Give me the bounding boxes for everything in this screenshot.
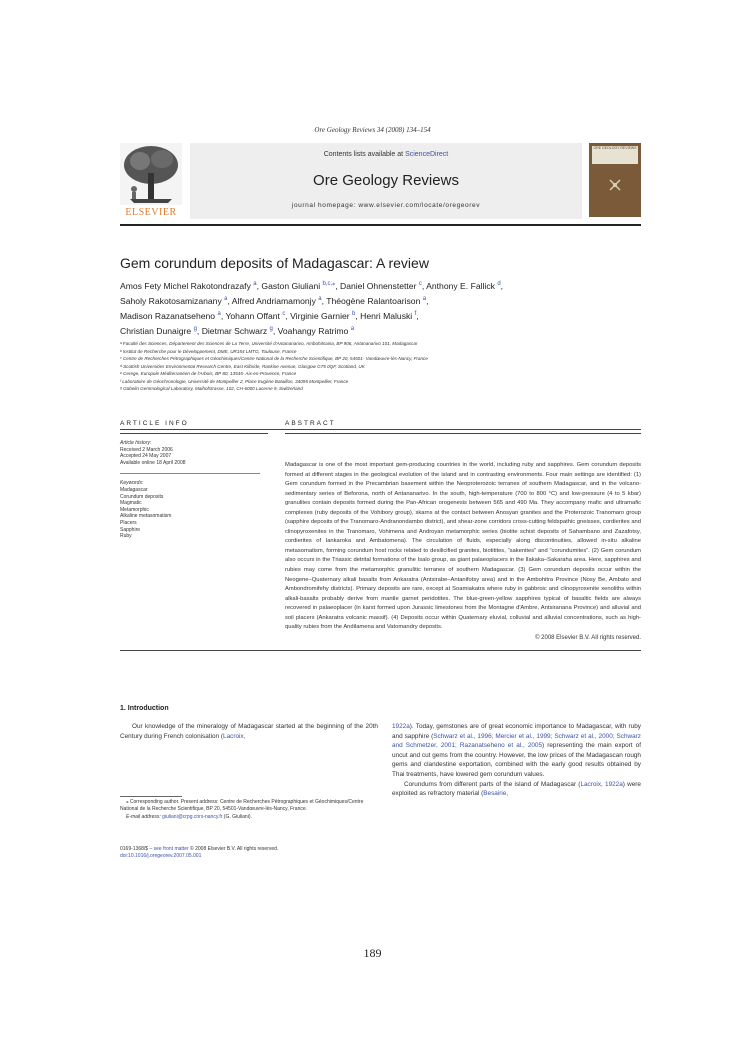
author-separator: , bbox=[500, 280, 504, 291]
issn-suffix: © 2008 Elsevier B.V. All rights reserved. bbox=[188, 846, 279, 852]
journal-title: Ore Geology Reviews bbox=[313, 172, 459, 189]
sciencedirect-link[interactable]: ScienceDirect bbox=[405, 151, 449, 158]
author-affiliation-marker[interactable]: g bbox=[269, 325, 273, 332]
keywords-label: Keywords: bbox=[120, 480, 144, 487]
author-affiliation-marker[interactable]: f bbox=[414, 310, 417, 317]
history-label: Article history: bbox=[120, 440, 152, 446]
author-affiliation-marker[interactable]: a bbox=[318, 295, 322, 302]
abstract-heading: ABSTRACT bbox=[285, 420, 336, 427]
author-affiliation-marker[interactable]: b,c,⁎ bbox=[322, 281, 336, 287]
keyword: Metamorphic bbox=[120, 506, 149, 513]
affiliation: ᵉ Cerege, Europole Méditerranéen de l'Arbois, BP 80, 13545- Aix-en-Provence, France bbox=[120, 371, 297, 376]
author-name: Yohann Offant bbox=[225, 310, 283, 321]
article-info bbox=[120, 440, 260, 540]
header-divider bbox=[120, 429, 641, 430]
affiliation-list bbox=[120, 340, 641, 393]
author-affiliation-marker[interactable]: c bbox=[282, 310, 286, 317]
doi-link[interactable]: doi:10.1016/j.oregeorev.2007.05.001 bbox=[120, 853, 202, 860]
intro-left-paragraph bbox=[120, 722, 378, 741]
homepage-prefix: journal homepage: bbox=[291, 202, 359, 209]
journal-homepage bbox=[190, 202, 582, 209]
issn-prefix: 0169-1368/$ – bbox=[120, 846, 154, 852]
author-separator: , bbox=[416, 310, 419, 321]
keyword: Madagascar bbox=[120, 486, 148, 493]
author-name: Saholy Rakotosamizanany bbox=[120, 295, 225, 306]
issn-doi-block bbox=[120, 846, 378, 861]
author-affiliation-marker[interactable]: d bbox=[497, 281, 501, 287]
article-title: Gem corundum deposits of Madagascar: A review bbox=[120, 255, 429, 271]
intro-right-paragraph bbox=[392, 722, 641, 780]
corresponding-author-footnote bbox=[120, 799, 378, 821]
author-separator: , bbox=[335, 280, 340, 291]
author-name: Virginie Garnier bbox=[290, 310, 353, 321]
intro-right-column bbox=[392, 722, 641, 799]
author-affiliation-marker[interactable]: g bbox=[193, 325, 197, 332]
elsevier-tree-logo-icon bbox=[120, 143, 182, 217]
abstract-rule bbox=[285, 433, 641, 434]
author-separator: , bbox=[421, 280, 427, 291]
issn-line bbox=[120, 846, 378, 853]
author-name: Théogène Ralantoarison bbox=[326, 295, 423, 306]
email-suffix: (G. Giuliani). bbox=[222, 813, 252, 820]
author-affiliation-marker[interactable]: a bbox=[217, 310, 221, 317]
affiliation: ᵇ Institut de Recherche pour le Développement, DME, UR154 LMTG, Toulouse, France bbox=[120, 348, 297, 354]
homepage-link[interactable]: www.elsevier.com/locate/oregeorev bbox=[358, 202, 481, 209]
author-separator: , bbox=[321, 295, 327, 306]
intro-right-paragraph-2 bbox=[392, 780, 641, 799]
keyword: Alkaline metasomatism bbox=[120, 513, 172, 520]
email-link[interactable]: giuliani@crpg.cnrs-nancy.fr bbox=[162, 813, 223, 820]
keyword: Corundum deposits bbox=[120, 493, 164, 500]
affiliation: ᵍ Gübelin Gemmological Laboratory, Maihofstrasse, 102, CH-6000 Lucerne 9, Switzerland bbox=[120, 386, 303, 391]
body-text: ) representing the main export of uncut and cut gems from the country. However, the low prices of the Madagascan rough gems and clandestine exportation, combined with the early good results obtained by Thai treatments, have lowered gem corundum values. bbox=[392, 742, 641, 778]
affiliation: ᶠ Laboratoire de Géochronologie, Université de Montpellier 2, Place Eugène Bataillon, 34095 Montpellier, France bbox=[120, 378, 349, 384]
page-number: 189 bbox=[363, 946, 382, 960]
article-info-heading-label: ARTICLE INFO bbox=[120, 420, 189, 427]
keyword: Magmatic bbox=[120, 500, 142, 507]
citation-link[interactable]: Schwarz et al., 1996; Mercier et al., 1999; Schwarz et al., 2000; Schwarz and Schmetzer, 2001; Razanatseheno et al., 2005 bbox=[392, 732, 641, 750]
keyword: Placers bbox=[120, 519, 137, 526]
body-text: ). Today, gemstones are of great economic importance to Madagascar, with ruby and sapphire ( bbox=[392, 723, 641, 740]
author-affiliation-marker[interactable]: c bbox=[418, 281, 422, 287]
author-name: Voahangy Ratrimo bbox=[277, 325, 351, 336]
author-name: Dietmar Schwarz bbox=[201, 325, 270, 336]
author-name: Amos Fety Michel Rakotondrazafy bbox=[120, 280, 254, 291]
email-label: E-mail address: bbox=[126, 813, 163, 820]
abstract-copyright: © 2008 Elsevier B.V. All rights reserved. bbox=[535, 635, 641, 641]
masthead-rule bbox=[120, 224, 641, 226]
article-info-rule bbox=[120, 433, 268, 434]
introduction-heading: 1. Introduction bbox=[120, 705, 169, 712]
author-affiliation-marker[interactable]: a bbox=[224, 295, 228, 302]
author-name: Alfred Andriamamonjy bbox=[231, 295, 319, 306]
citation-link[interactable]: 1922a bbox=[392, 723, 410, 730]
history-item: Available online 18 April 2008 bbox=[120, 459, 186, 466]
author-name: Christian Dunaigre bbox=[120, 325, 194, 336]
author-separator: , bbox=[196, 325, 202, 336]
body-text: ) were exploited as refractory material ( bbox=[392, 780, 641, 798]
author-name: Gaston Giuliani bbox=[261, 280, 323, 291]
abstract-bottom-rule bbox=[120, 650, 641, 651]
author-list bbox=[120, 278, 641, 337]
contents-prefix: Contents lists available at bbox=[323, 151, 406, 158]
contents-line bbox=[190, 151, 582, 158]
author-separator: , bbox=[285, 310, 291, 321]
affiliation: ᵈ Scottish Universities Environmental Research Centre, East Kilbride, Rankine Avenue, Glasgow G75 0QF, Scotland, UK bbox=[120, 363, 365, 369]
abstract-text: Madagascar is one of the most important gem-producing countries in the world, including ruby and sapphires. Gem corundum deposits formed at different stages in the geological evolution of the island and in contrasting environments. Four main settings are identified: (1) Gem corundum formed in the Precambrian basement within the Neoproterozoic terranes of southern Madagascar, and in the volcano-sedimentary series of Beforona, north of Antananarivo. In the south, high-temperature (700 to 800 °C) and low-pressure (4 to 5 kbar) granulites contain deposits formed during the Pan-African orogenesis between 565 and 490 Ma. They accompany mafic and ultramafic complexes (ruby deposits of the Vohibory group), skarns at the contact between Anosyan granites and the Proterozoic Tranomaro group (sapphire deposits of the Tranomaro-Andranondambo district), and shear-zone corridors cross-cutting feldspathic gneisses, cordierites and clinopyroxenites in the Tranomaro, Vohimena and Androyan metamorphic series (biotite schist deposits of Sahambano and Zazafotsy, cordierites of Iankaroka and Ambatomena). The circulation of fluids, especially along discontinuities, allowed in-situ alkaline metasomatism, forming corundum host rocks related to desilicified granites, biotitites, “sakenites” and “corundumites”. (2) Gem corundum also occurs in the Triassic detrital formations of the Isalo group, as giant palaeoplacers in the Ilakaka–Sakaraha area. Here, sapphires and rubies may come from the metamorphic granulitic terranes of southern Madagascar. (3) Gem corundum deposits occur within the Neogene–Quaternary alkali basalts from Ankaratra (Antsirabe–Antanifotsy area) and in the Ambohitra Province (Nosy Be, Ambato and Ambondromifehy districts). Primary deposits are rare, except at Soamiakatra where ruby in gabbroic and clinopyroxenite xenoliths within alkali-basalts probably derive from mantle garnet peridotites. The blue-green-yellow sapphires typical of basaltic fields are always recovered in palaeoplacer (in karst formed upon Jurassic limestones from the Montagne d'Ambre, Antsiranana Province) and alluvial and soil placers (Ankaratra volcanic massif). (4) Deposits occur within Quaternary eluvial, colluvial and alluvial concentrations, such as high-quality rubies from the Andilamena and Vatomandry deposits. bbox=[285, 462, 641, 631]
author-affiliation-marker[interactable]: b bbox=[352, 310, 356, 317]
journal-cover-label: ORE GEOLOGY REVIEWS bbox=[592, 146, 638, 164]
author-affiliation-marker[interactable]: a bbox=[422, 295, 427, 302]
author-affiliation-marker[interactable]: a bbox=[253, 281, 257, 287]
body-text: Corundums from different parts of the island of Madagascar ( bbox=[404, 780, 581, 788]
affiliation: ᵃ Faculté des Sciences, Département des Sciences de La Terre, Université d'Antananarivo, Ambohitsaina, BP 906, Antananarivo 101, Madagascar bbox=[120, 341, 418, 346]
history-item: Received 2 March 2006 bbox=[120, 446, 173, 453]
keyword: Sapphire bbox=[120, 526, 141, 533]
citation-link[interactable]: Besairie, bbox=[483, 790, 509, 798]
author-name: Anthony E. Fallick bbox=[426, 280, 498, 291]
author-separator: , bbox=[426, 295, 429, 306]
elsevier-logo-text: ELSEVIER bbox=[125, 207, 177, 218]
author-name: Henri Maluski bbox=[360, 310, 415, 321]
cover-emblem-icon bbox=[608, 178, 622, 192]
see-front-matter-link[interactable]: see front matter bbox=[153, 846, 189, 852]
author-name: Madison Razanatseheno bbox=[120, 310, 218, 321]
author-separator: , bbox=[220, 310, 226, 321]
author-separator: , bbox=[256, 280, 262, 291]
info-divider bbox=[120, 473, 260, 474]
author-separator: , bbox=[355, 310, 361, 321]
journal-reference: Ore Geology Reviews 34 (2008) 134–154 bbox=[314, 126, 431, 134]
footnote-corresponding: ⁎ Corresponding author. Present address: Centre de Recherches Pétrographiques et Géochimiques/Centre National de la Recherche Scientifique, BP 20, 54501-Vandœuvre-lès-Nancy, France. bbox=[120, 799, 364, 813]
citation-link[interactable]: Lacroix, 1922a bbox=[580, 780, 623, 788]
footnote-rule bbox=[120, 796, 182, 797]
author-separator: , bbox=[272, 325, 278, 336]
footnote-email-line bbox=[120, 814, 378, 821]
history-item: Accepted 24 May 2007 bbox=[120, 453, 172, 460]
citation-link[interactable]: Lacroix, bbox=[223, 732, 246, 740]
intro-left-text: Our knowledge of the mineralogy of Madagascar started at the beginning of the 20th Century during French colonisation ( bbox=[120, 723, 378, 740]
author-separator: , bbox=[227, 295, 232, 306]
author-affiliation-marker[interactable]: a bbox=[350, 325, 355, 332]
keyword: Ruby bbox=[120, 533, 132, 540]
affiliation: ᶜ Centre de Recherches Pétrographiques et Géochimiques/Centre National de la Recherche Scientifique, BP 20, 54501- Vandœuvre-lès-Nancy, France bbox=[120, 356, 428, 361]
author-name: Daniel Ohnenstetter bbox=[340, 280, 419, 291]
